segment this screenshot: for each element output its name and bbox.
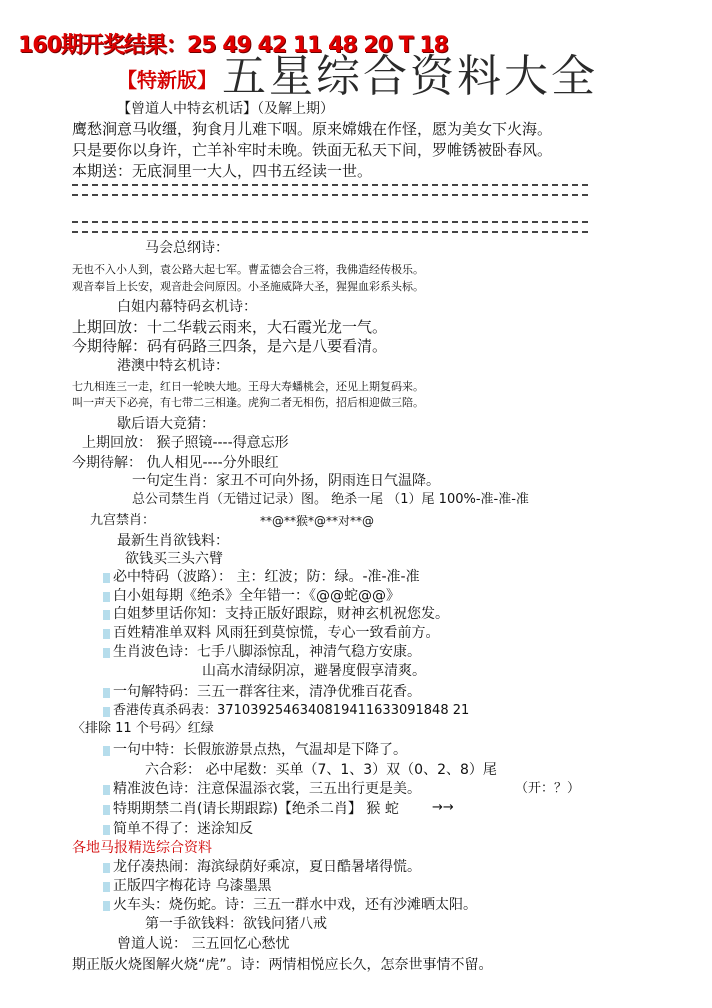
side-marker (103, 746, 110, 756)
arrow-icon: →→ (432, 800, 454, 815)
text-line: 生肖波色诗：七手八脚添惊乱，神清气稳方安康。 (113, 644, 421, 660)
text-line: 第一手欲钱料：欲钱问猪八戒 (145, 916, 327, 932)
side-marker (103, 648, 110, 658)
side-marker (103, 610, 110, 620)
side-marker (103, 901, 110, 911)
section-heading-baijie: 白姐内幕特码玄机诗： (117, 299, 257, 315)
section-heading-xiehouyu: 歇后语大竞猜： (117, 416, 215, 432)
text-line: 火车头：烧伤蛇。诗：三五一群水中戏，还有沙滩晒太阳。 (113, 897, 477, 913)
dashed-divider (72, 221, 588, 233)
text-line: 上期回放： 猴子照镜----得意忘形 (82, 435, 289, 451)
text-line: 精准波色诗：注意保温添衣裳，三五出行更是美。 (113, 781, 421, 797)
text-line: **@**猴*@**对**@ (260, 514, 375, 528)
page-title: 五星综合资料大全 (222, 51, 598, 102)
text-line: 只是要你以身许，亡羊补牢时未晚。铁面无私天下间，罗帷锈被卧春风。 (72, 141, 553, 159)
text-line: 简单不得了：迷涂知反 (113, 821, 253, 837)
text-line: 百姓精准单双料 风雨狂到莫惊慌，专心一致看前方。 (113, 625, 440, 641)
side-marker (103, 825, 110, 835)
text-line: 今期待解： 仇人相见----分外眼红 (72, 455, 279, 471)
text-line: 无也不入小人到，袁公路大起七军。曹孟德会合三将，我佛造经传极乐。 (72, 263, 424, 276)
side-marker (103, 785, 110, 795)
text-line: 九宫禁肖： (90, 513, 156, 528)
section-heading-zeng: 【曾道人中特玄机话】（及解上期） (117, 101, 334, 117)
edition-label: 【特新版】 (117, 68, 217, 92)
text-line: 今期待解：码有码路三四条，是六是八要看清。 (72, 337, 388, 355)
dashed-divider (72, 184, 588, 196)
text-line: 〈排除 11 个号码〉红绿 (72, 721, 214, 736)
text-line: 正版四字梅花诗 乌漆墨黑 (113, 878, 272, 894)
section-heading-regional: 各地马报精选综合资料 (72, 840, 212, 856)
text-line: 最新生肖欲钱料： (117, 533, 229, 549)
side-marker (103, 688, 110, 698)
text-line: 一句定生肖：家丑不可向外扬，阴雨连日气温降。 (132, 473, 440, 489)
text-line: 叫一声天下必亮，有七带二三相逢。虎狗二者无相伤，招后相迎做三陪。 (72, 396, 424, 409)
text-line: 期正版火烧图解火烧“虎”。诗：两情相悦应长久，怎奈世事情不留。 (72, 957, 493, 973)
draw-result-banner: 160期开奖结果：25 49 42 11 48 20 T 18 (18, 33, 448, 58)
text-line: 本期送：无底洞里一大人，四书五经读一世。 (72, 162, 373, 180)
text-line: 香港传真杀码表：3710392546340819411633091848 21 (113, 703, 470, 718)
text-line: 上期回放：十二华载云雨来，大石霞光龙一气。 (72, 318, 388, 336)
text-line: 观音奉旨上长安，观音赴会问原因。小圣施威降大圣，猩猩血彩系头标。 (72, 280, 424, 293)
text-line: 必中特码（波路）： 主：红波；防：绿。-准-准-准 (113, 569, 420, 585)
text-line: 一句解特码：三五一群客往来，清净优雅百花香。 (113, 684, 421, 700)
side-marker (103, 707, 110, 717)
section-heading-gangao: 港澳中特玄机诗： (117, 358, 229, 374)
text-line: （开：？） (515, 781, 581, 796)
side-marker (103, 573, 110, 583)
side-marker (103, 882, 110, 892)
section-heading-mahui: 马会总纲诗： (145, 240, 229, 256)
text-line: 曾道人说： 三五回忆心愁忧 (117, 936, 290, 952)
text-line: 七九相连三一走，红日一轮映大地。王母大寿蟠桃会，还见上期复码来。 (72, 380, 424, 393)
text-line: 鹰愁涧意马收缰，狗食月儿难下咽。原来嫦娥在作怪，愿为美女下火海。 (72, 120, 553, 138)
side-marker (103, 629, 110, 639)
text-line: 欲钱买三头六臂 (125, 551, 223, 567)
text-line: 白姐梦里话你知：支持正版好跟踪，财神玄机祝您发。 (113, 606, 449, 622)
text-line: 龙仔凑热闹：海滨绿荫好乘凉，夏日酷暑堵得慌。 (113, 859, 421, 875)
text-line: 总公司禁生肖（无错过记录）图。 绝杀一尾 （1）尾 100%-准-准-准 (132, 492, 529, 507)
side-marker (103, 805, 110, 815)
side-marker (103, 863, 110, 873)
text-line: 山高水清绿阴凉，避暑度假享清爽。 (202, 663, 426, 679)
side-marker (103, 592, 110, 602)
text-line: 特期期禁二肖(请长期跟踪)【绝杀二肖】 猴 蛇 (113, 801, 399, 817)
text-line: 白小姐每期《绝杀》全年错一：《@@蛇@@》 (113, 588, 400, 604)
text-line: 一句中特：长假旅游景点热，气温却是下降了。 (113, 742, 407, 758)
text-line: 六合彩： 必中尾数：买单（7、1、3）双（0、2、8）尾 (145, 762, 497, 778)
